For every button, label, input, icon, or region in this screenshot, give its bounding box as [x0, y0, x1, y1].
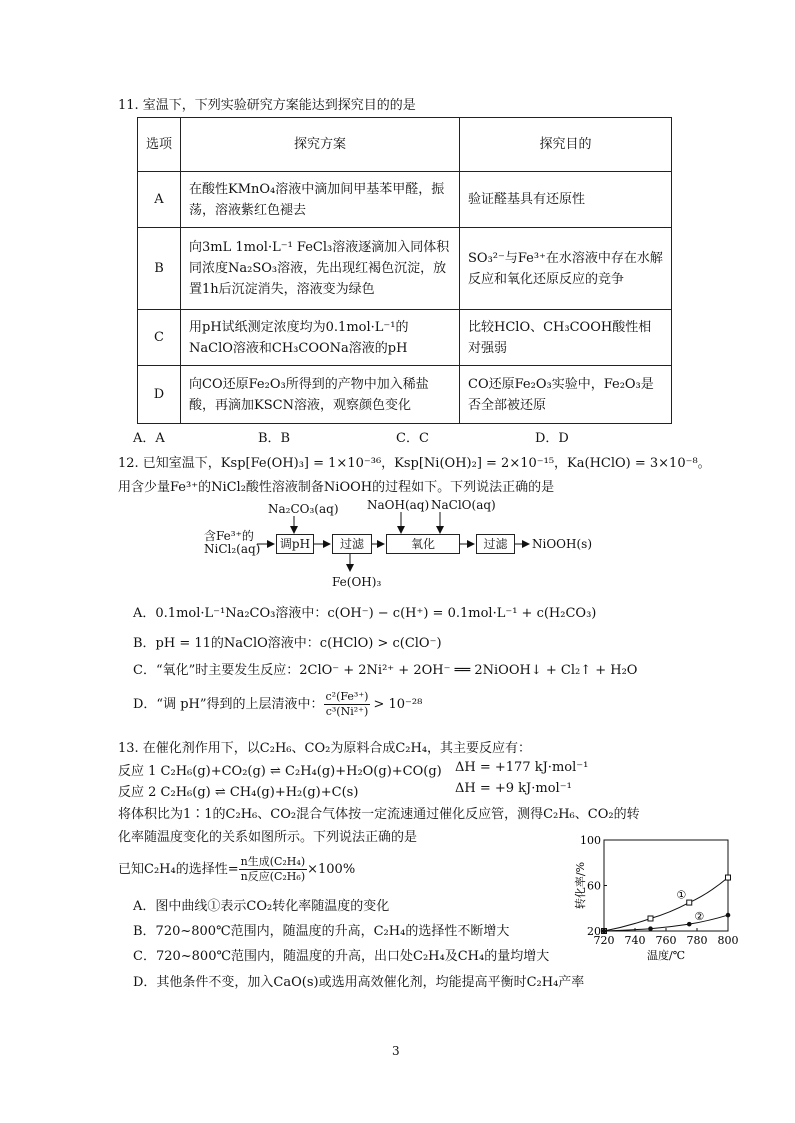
header-plan: 探究方案	[181, 118, 460, 172]
q12-option-a: A．0.1mol·L⁻¹Na₂CO₃溶液中：c(OH⁻) − c(H⁺) = 0.1mol·L⁻¹ + c(H₂CO₃)	[133, 606, 597, 621]
y-axis-label: 转化率/%	[574, 861, 587, 910]
series-label: ②	[694, 910, 705, 924]
q13-option-d: D．其他条件不变，加入CaO(s)或选用高效催化剂，均能提高平衡时C₂H₄产率	[133, 975, 585, 990]
data-point	[726, 875, 731, 880]
row-plan: 向3mL 1mol·L⁻¹ FeCl₃溶液逐滴加入同体积同浓度Na₂SO₃溶液，先出现红褐色沉淀，放置1h后沉淀消失，溶液变为绿色	[181, 228, 460, 310]
flow-step-adjust-ph: 调pH	[276, 534, 314, 554]
row-option: A	[138, 172, 181, 228]
q11-stem: 11. 室温下，下列实验研究方案能达到探究目的的是	[118, 98, 416, 113]
q13-option-a: A．图中曲线①表示CO₂转化率随温度的变化	[133, 899, 390, 914]
q13-option-c: C．720~800℃范围内，随温度的升高，出口处C₂H₄及CH₄的量均增大	[133, 949, 550, 964]
flow-step-filter-2: 过滤	[476, 534, 515, 554]
q13-dh-2: ΔH = +9 kJ·mol⁻¹	[455, 781, 572, 796]
q11-choice-c: C．C	[396, 431, 429, 446]
flow-reagent-na2co3: Na₂CO₃(aq)	[268, 502, 339, 516]
q13-dh-1: ΔH = +177 kJ·mol⁻¹	[455, 760, 589, 775]
option-d-suffix: > 10⁻²⁸	[373, 697, 423, 712]
y-tick-label: 60	[587, 879, 601, 893]
flow-product: NiOOH(s)	[532, 537, 592, 551]
q12-stem-line2: 用含少量Fe³⁺的NiCl₂酸性溶液制备NiOOH的过程如下。下列说法正确的是	[118, 480, 555, 495]
row-purpose: SO₃²⁻与Fe³⁺在水溶液中存在水解反应和氧化还原反应的竞争	[460, 228, 672, 310]
q11-choice-d: D．D	[535, 431, 569, 446]
q12-option-d	[133, 685, 422, 725]
flow-reagent-naoh: NaOH(aq)	[367, 498, 430, 512]
data-point	[648, 926, 653, 931]
x-tick-label: 760	[655, 934, 677, 947]
header-purpose: 探究目的	[460, 118, 672, 172]
row-plan: 向CO还原Fe₂O₃所得到的产物中加入稀盐酸，再滴加KSCN溶液，观察颜色变化	[181, 366, 460, 424]
option-d-prefix: D．“调 pH”得到的上层清液中：	[133, 697, 324, 712]
row-purpose: 比较HClO、CH₃COOH酸性相对强弱	[460, 310, 672, 366]
x-tick-label: 740	[624, 934, 646, 947]
flow-start-label: 含Fe³⁺的	[204, 529, 254, 543]
row-plan: 用pH试纸测定浓度均为0.1mol·L⁻¹的NaClO溶液和CH₃COONa溶液的pH	[181, 310, 460, 366]
q13-option-b: B．720~800℃范围内，随温度的升高，C₂H₄的选择性不断增大	[133, 924, 510, 939]
q13-reaction-2: 反应 2 C₂H₆(g) ⇌ CH₄(g)+H₂(g)+C(s)	[118, 785, 359, 800]
q12-stem-line1: 12. 已知室温下，Ksp[Fe(OH)₃] = 1×10⁻³⁶，Ksp[Ni(OH)₂] = 2×10⁻¹⁵，Ka(HClO) = 3×10⁻⁸。	[118, 456, 711, 471]
conversion-chart	[570, 828, 750, 973]
series-line	[604, 878, 728, 931]
header-option: 选项	[138, 118, 181, 172]
row-purpose: CO还原Fe₂O₃实验中，Fe₂O₃是否全部被还原	[460, 366, 672, 424]
row-option: C	[138, 310, 181, 366]
y-tick-label: 100	[580, 834, 601, 847]
flow-byproduct: Fe(OH)₃	[332, 575, 382, 589]
flow-step-oxidize: 氧化	[386, 534, 460, 554]
data-point	[602, 929, 607, 934]
option-d-fraction	[324, 690, 371, 719]
page-number: 3	[392, 1044, 400, 1058]
selectivity-denominator: n反应(C₂H₆)	[240, 870, 306, 883]
data-point	[687, 900, 692, 905]
q13-selectivity	[118, 850, 355, 890]
option-d-numerator: c²(Fe³⁺)	[325, 690, 369, 703]
q11-choice-b: B．B	[258, 431, 291, 446]
flow-start-solution: NiCl₂(aq)	[204, 542, 261, 556]
plot-frame	[604, 840, 728, 931]
data-point	[648, 916, 653, 921]
y-tick-label: 20	[587, 925, 601, 938]
x-tick-label: 800	[717, 934, 739, 947]
flow-reagent-naclo: NaClO(aq)	[431, 498, 496, 512]
series-label: ①	[676, 888, 687, 902]
row-option: D	[138, 366, 181, 424]
q13-line-3: 将体积比为1∶1的C₂H₆、CO₂混合气体按一定流速通过催化反应管，测得C₂H₆、CO₂的转	[118, 807, 640, 822]
q13-stem: 13. 在催化剂作用下，以C₂H₆、CO₂为原料合成C₂H₄，其主要反应有：	[118, 741, 532, 756]
q12-option-b: B．pH = 11的NaClO溶液中：c(HClO) > c(ClO⁻)	[133, 636, 442, 651]
row-purpose: 验证醛基具有还原性	[460, 172, 672, 228]
option-d-denominator: c³(Ni²⁺)	[325, 705, 369, 718]
x-tick-label: 720	[593, 934, 615, 947]
q11-choice-a: A．A	[133, 431, 165, 446]
selectivity-prefix: 已知C₂H₄的选择性=	[118, 862, 239, 877]
selectivity-suffix: ×100%	[307, 862, 356, 877]
row-plan: 在酸性KMnO₄溶液中滴加间甲基苯甲醛，振荡，溶液紫红色褪去	[181, 172, 460, 228]
data-point	[726, 913, 731, 918]
flow-step-filter-1: 过滤	[332, 534, 372, 554]
q12-option-c: C．“氧化”时主要发生反应：2ClO⁻ + 2Ni²⁺ + 2OH⁻ ══ 2NiOOH↓ + Cl₂↑ + H₂O	[133, 663, 638, 678]
x-axis-label: 温度/℃	[646, 949, 686, 962]
q13-line-4: 化率随温度变化的关系如图所示。下列说法正确的是	[118, 830, 418, 845]
data-point	[687, 922, 692, 927]
selectivity-numerator: n生成(C₂H₄)	[240, 855, 306, 868]
row-option: B	[138, 228, 181, 310]
q13-reaction-1: 反应 1 C₂H₆(g)+CO₂(g) ⇌ C₂H₄(g)+H₂O(g)+CO(g)	[118, 764, 442, 779]
x-tick-label: 780	[686, 934, 708, 947]
selectivity-fraction	[239, 855, 308, 884]
